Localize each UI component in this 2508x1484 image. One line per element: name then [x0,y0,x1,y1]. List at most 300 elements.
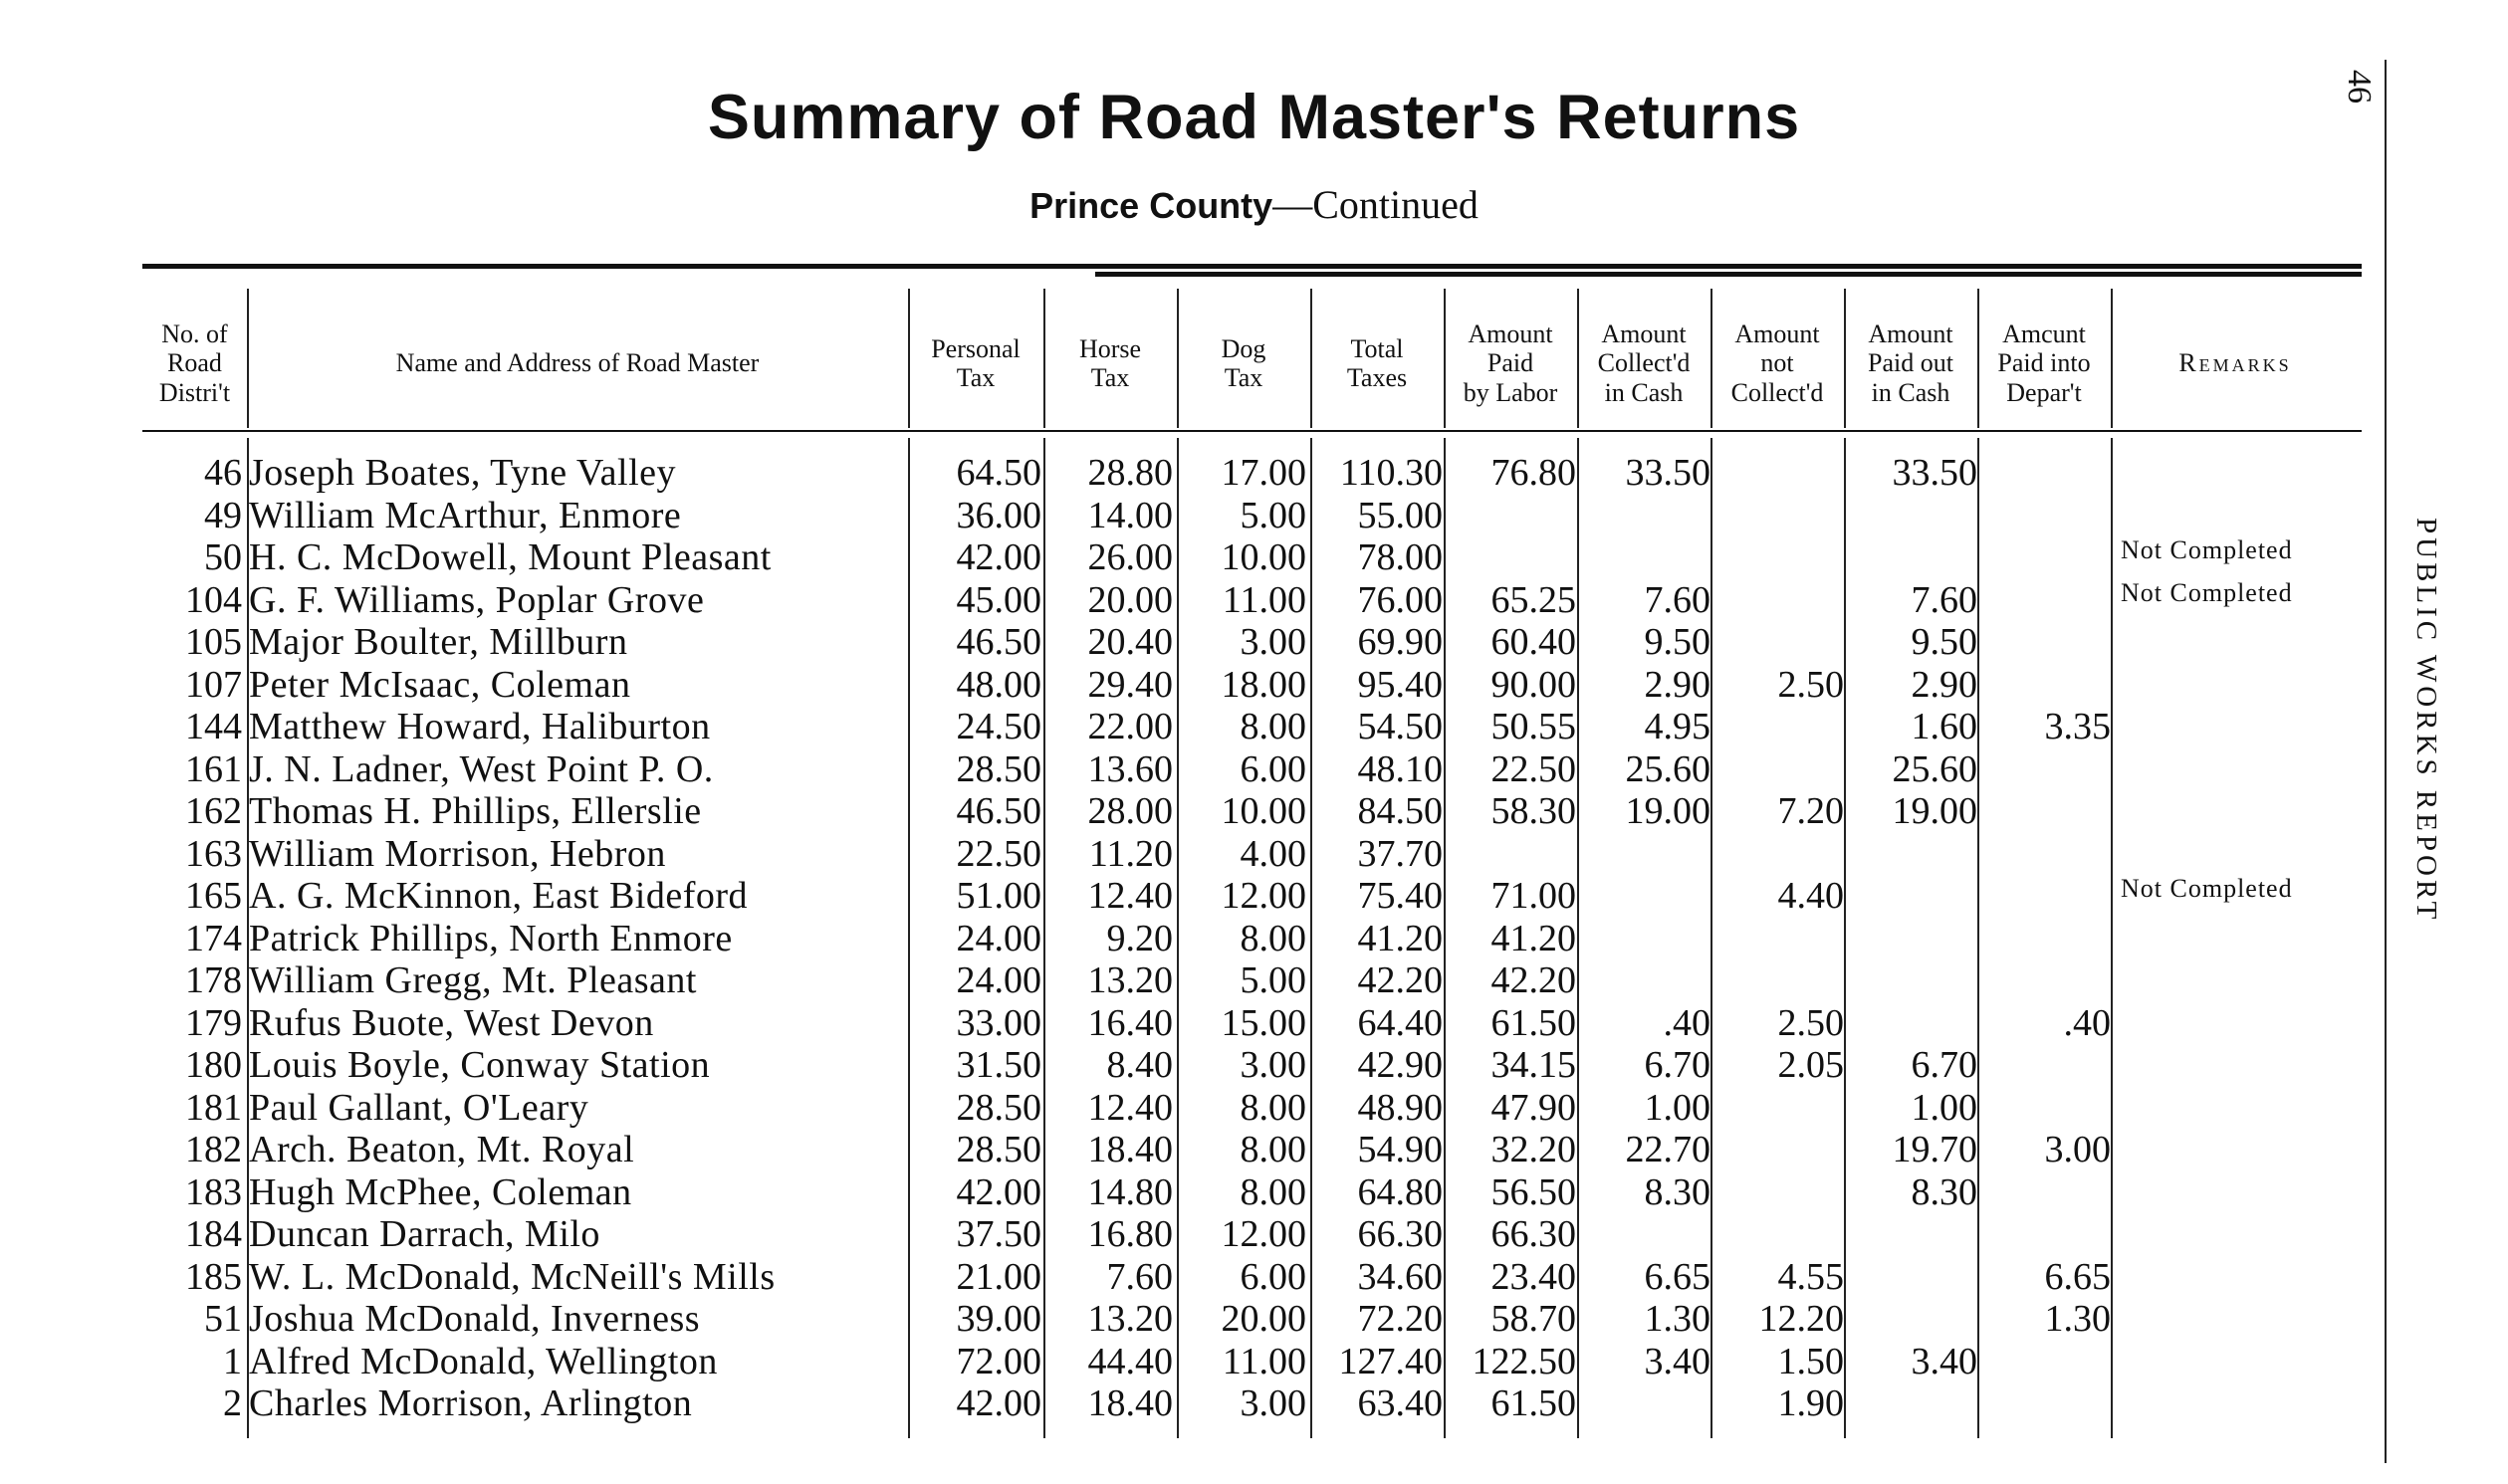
cell-paid-out: 8.30 [1911,1171,1977,1213]
cell-total: 42.20 [1357,959,1443,1001]
column-header-total: Total Taxes [1346,333,1408,392]
cell-remarks [2121,1248,2360,1291]
cell-horse: 28.00 [1087,790,1173,832]
cell-personal: 24.00 [956,918,1041,959]
cell-dog: 5.00 [1240,959,1306,1001]
cell-remarks [2121,1205,2360,1248]
column-header-paid-depart: Amcunt Paid into Depar't [1997,318,2091,407]
cell-total: 95.40 [1357,664,1443,706]
cell-district: 178 [185,959,242,1001]
cell-labor [1447,536,1576,579]
cell-paid-out: 1.00 [1911,1087,1977,1129]
header-column-divider [1844,289,1846,428]
cell-remarks [2121,782,2360,825]
cell-dog: 12.00 [1221,1213,1306,1255]
cell-paid-out [1848,495,1977,537]
cell-dog: 8.00 [1240,918,1306,959]
page-number: 46 [2341,70,2378,104]
header-column-divider [1977,289,1979,428]
cell-personal: 33.00 [956,1002,1041,1044]
cell-name: Matthew Howard, Haliburton [249,706,711,747]
cell-district: 180 [185,1044,242,1086]
cell-remarks: Not Completed [2121,535,2293,564]
cell-total: 48.90 [1357,1087,1443,1129]
cell-labor: 60.40 [1490,621,1576,663]
cell-collected [1581,1382,1710,1425]
cell-not-collected [1714,536,1844,579]
cell-name: William McArthur, Enmore [249,495,682,536]
cell-personal: 24.50 [956,706,1041,747]
cell-horse: 12.40 [1087,875,1173,917]
cell-paid-depart [1981,1382,2111,1425]
cell-horse: 18.40 [1087,1129,1173,1170]
cell-horse: 11.20 [1088,833,1173,875]
cell-collected [1581,833,1710,876]
cell-total: 64.40 [1357,1002,1443,1044]
cell-personal: 28.50 [956,1129,1041,1170]
cell-paid-depart [1981,790,2111,833]
header-rule-bottom [142,430,2362,432]
table-row [0,1256,2360,1299]
cell-horse: 16.40 [1087,1002,1173,1044]
cell-name: A. G. McKinnon, East Bideford [249,875,749,917]
cell-paid-out [1848,1382,1977,1425]
cell-horse: 18.40 [1087,1382,1173,1424]
cell-labor: 61.50 [1490,1002,1576,1044]
subtitle-continued: —Continued [1272,182,1479,227]
cell-paid-depart [1981,1044,2111,1087]
cell-paid-out: 25.60 [1892,748,1977,790]
cell-paid-depart [1981,833,2111,876]
cell-collected: 1.30 [1644,1298,1710,1340]
cell-horse: 12.40 [1087,1087,1173,1129]
cell-total: 69.90 [1357,621,1443,663]
cell-paid-depart [1981,1341,2111,1383]
cell-name: Thomas H. Phillips, Ellerslie [249,790,702,832]
cell-collected [1581,495,1710,537]
cell-not-collected: 2.05 [1777,1044,1844,1086]
cell-paid-out: 3.40 [1911,1341,1977,1382]
header-column-divider [1444,289,1446,428]
table-row [0,452,2360,495]
table-row [0,1087,2360,1130]
cell-collected [1581,1213,1710,1256]
cell-total: 84.50 [1357,790,1443,832]
cell-dog: 6.00 [1240,748,1306,790]
cell-collected: .40 [1663,1002,1710,1044]
cell-district: 144 [185,706,242,747]
cell-district: 2 [223,1382,242,1424]
cell-name: Duncan Darrach, Milo [249,1213,600,1255]
cell-personal: 46.50 [956,621,1041,663]
cell-personal: 36.00 [956,495,1041,536]
cell-labor: 22.50 [1490,748,1576,790]
table-row [0,1044,2360,1087]
cell-labor: 122.50 [1472,1341,1576,1382]
table-row [0,790,2360,833]
cell-district: 174 [185,918,242,959]
cell-not-collected [1714,452,1844,495]
cell-labor: 41.20 [1490,918,1576,959]
cell-paid-depart [1981,579,2111,622]
header-column-divider [1043,289,1045,428]
cell-name: Joshua McDonald, Inverness [249,1298,701,1340]
cell-paid-out: 1.60 [1911,706,1977,747]
cell-dog: 3.00 [1240,1382,1306,1424]
cell-paid-depart [1981,918,2111,960]
cell-district: 51 [204,1298,242,1340]
cell-not-collected [1714,706,1844,748]
cell-remarks [2121,613,2360,656]
cell-paid-out [1848,918,1977,960]
cell-labor [1447,495,1576,537]
cell-dog: 4.00 [1240,833,1306,875]
table-row [0,536,2360,579]
cell-paid-depart [1981,875,2111,918]
cell-paid-out: 9.50 [1911,621,1977,663]
cell-name: Charles Morrison, Arlington [249,1382,693,1424]
cell-remarks [2121,1079,2360,1122]
cell-total: 76.00 [1357,579,1443,621]
cell-remarks [2121,910,2360,953]
cell-district: 183 [185,1171,242,1213]
cell-paid-out: 2.90 [1911,664,1977,706]
page-margin-rule [2385,60,2387,1463]
cell-paid-depart [1981,959,2111,1002]
subtitle-county: Prince County [1029,185,1273,226]
table-row [0,621,2360,664]
cell-total: 55.00 [1357,495,1443,536]
cell-paid-out: 7.60 [1911,579,1977,621]
column-header-horse: Horse Tax [1078,333,1142,392]
column-header-not-collected: Amount not Collect'd [1730,318,1824,407]
cell-personal: 39.00 [956,1298,1041,1340]
cell-collected: 2.90 [1644,664,1710,706]
table-row [0,1129,2360,1171]
cell-dog: 8.00 [1240,706,1306,747]
cell-paid-depart [1981,495,2111,537]
cell-collected: 33.50 [1625,452,1710,494]
cell-district: 105 [185,621,242,663]
cell-horse: 20.40 [1087,621,1173,663]
cell-remarks [2121,487,2360,530]
cell-district: 107 [185,664,242,706]
cell-remarks [2121,444,2360,487]
cell-labor: 42.20 [1490,959,1576,1001]
page-subtitle [0,181,2508,228]
cell-personal: 31.50 [956,1044,1041,1086]
cell-horse: 14.80 [1087,1171,1173,1213]
table-row [0,875,2360,918]
cell-personal: 51.00 [956,875,1041,917]
cell-collected [1581,959,1710,1002]
cell-horse: 14.00 [1087,495,1173,536]
cell-not-collected [1714,1213,1844,1256]
cell-labor: 58.30 [1490,790,1576,832]
cell-personal: 21.00 [956,1256,1041,1298]
cell-name: Louis Boyle, Conway Station [249,1044,711,1086]
cell-personal: 28.50 [956,1087,1041,1129]
cell-labor: 71.00 [1490,875,1576,917]
cell-district: 165 [185,875,242,917]
cell-paid-depart [1981,452,2111,495]
cell-district: 184 [185,1213,242,1255]
cell-paid-depart [1981,1171,2111,1214]
cell-labor [1447,833,1576,876]
cell-not-collected [1714,748,1844,791]
cell-not-collected: 2.50 [1777,664,1844,706]
cell-not-collected [1714,1171,1844,1214]
table-row [0,495,2360,537]
cell-labor: 76.80 [1490,452,1576,494]
header-column-divider [1177,289,1179,428]
cell-not-collected: 7.20 [1777,790,1844,832]
cell-paid-depart: 1.30 [2044,1298,2111,1340]
cell-horse: 20.00 [1087,579,1173,621]
table-row [0,833,2360,876]
header-rule-top-second [1095,272,2362,277]
cell-personal: 46.50 [956,790,1041,832]
cell-name: Rufus Buote, West Devon [249,1002,654,1044]
cell-paid-depart [1981,1087,2111,1130]
cell-collected: 1.00 [1644,1087,1710,1129]
cell-collected: 6.70 [1644,1044,1710,1086]
cell-not-collected: 1.50 [1777,1341,1844,1382]
table-row [0,748,2360,791]
cell-paid-depart [1981,664,2111,707]
cell-total: 37.70 [1357,833,1443,875]
header-column-divider [247,289,249,428]
table-row [0,1002,2360,1045]
table-row [0,664,2360,707]
cell-not-collected [1714,495,1844,537]
cell-remarks [2121,994,2360,1037]
cell-dog: 3.00 [1240,621,1306,663]
table-row [0,1341,2360,1383]
cell-paid-out [1848,1213,1977,1256]
cell-district: 181 [185,1087,242,1129]
cell-not-collected [1714,621,1844,664]
table-row [0,918,2360,960]
cell-horse: 13.60 [1087,748,1173,790]
cell-district: 185 [185,1256,242,1298]
cell-paid-out: 19.70 [1892,1129,1977,1170]
cell-paid-out [1848,1298,1977,1341]
cell-paid-out [1848,959,1977,1002]
cell-name: Arch. Beaton, Mt. Royal [249,1129,635,1170]
table-row [0,1171,2360,1214]
cell-not-collected: 1.90 [1777,1382,1844,1424]
cell-paid-depart: 3.00 [2044,1129,2111,1170]
header-column-divider [1310,289,1312,428]
cell-total: 48.10 [1357,748,1443,790]
cell-labor: 23.40 [1490,1256,1576,1298]
table-row [0,1213,2360,1256]
cell-remarks: Not Completed [2121,874,2293,903]
cell-name: Major Boulter, Millburn [249,621,628,663]
cell-paid-out [1848,1256,1977,1299]
table-row [0,1298,2360,1341]
cell-remarks [2121,1290,2360,1333]
cell-collected: 19.00 [1625,790,1710,832]
column-header-dog: Dog Tax [1221,333,1266,392]
header-column-divider [1577,289,1579,428]
cell-dog: 8.00 [1240,1129,1306,1170]
cell-labor: 66.30 [1490,1213,1576,1255]
column-header-name: Name and Address of Road Master [395,348,760,378]
cell-remarks [2121,1036,2360,1079]
cell-total: 72.20 [1357,1298,1443,1340]
cell-total: 78.00 [1357,536,1443,578]
cell-personal: 28.50 [956,748,1041,790]
cell-dog: 3.00 [1240,1044,1306,1086]
cell-total: 41.20 [1357,918,1443,959]
cell-name: Hugh McPhee, Coleman [249,1171,632,1213]
cell-personal: 24.00 [956,959,1041,1001]
cell-labor: 32.20 [1490,1129,1576,1170]
cell-labor: 90.00 [1490,664,1576,706]
cell-not-collected: 12.20 [1758,1298,1844,1340]
cell-collected: 8.30 [1644,1171,1710,1213]
cell-district: 163 [185,833,242,875]
cell-name: H. C. McDowell, Mount Pleasant [249,536,772,578]
cell-district: 182 [185,1129,242,1170]
cell-district: 104 [185,579,242,621]
cell-personal: 42.00 [956,1171,1041,1213]
cell-total: 42.90 [1357,1044,1443,1086]
cell-dog: 20.00 [1221,1298,1306,1340]
cell-horse: 29.40 [1087,664,1173,706]
header-column-divider [2111,289,2113,428]
cell-paid-out: 19.00 [1892,790,1977,832]
cell-remarks: Not Completed [2121,578,2293,607]
cell-personal: 72.00 [956,1341,1041,1382]
cell-remarks [2121,825,2360,868]
cell-paid-out: 6.70 [1911,1044,1977,1086]
cell-total: 127.40 [1338,1341,1443,1382]
cell-paid-depart [1981,1213,2111,1256]
cell-horse: 44.40 [1087,1341,1173,1382]
cell-not-collected [1714,579,1844,622]
cell-total: 75.40 [1357,875,1443,917]
cell-remarks [2121,1121,2360,1164]
cell-not-collected [1714,833,1844,876]
cell-personal: 22.50 [956,833,1041,875]
cell-remarks [2121,1375,2360,1417]
cell-dog: 5.00 [1240,495,1306,536]
cell-name: Alfred McDonald, Wellington [249,1341,718,1382]
cell-name: W. L. McDonald, McNeill's Mills [249,1256,776,1298]
cell-name: G. F. Williams, Poplar Grove [249,579,705,621]
cell-labor: 61.50 [1490,1382,1576,1424]
cell-horse: 8.40 [1106,1044,1173,1086]
cell-paid-out [1848,1002,1977,1045]
cell-not-collected [1714,1087,1844,1130]
header-column-divider [908,289,910,428]
cell-district: 179 [185,1002,242,1044]
cell-horse: 13.20 [1087,959,1173,1001]
cell-name: J. N. Ladner, West Point P. O. [249,748,714,790]
cell-horse: 22.00 [1087,706,1173,747]
cell-paid-out [1848,833,1977,876]
column-header-collected: Amount Collect'd in Cash [1597,318,1691,407]
cell-paid-depart: .40 [2063,1002,2111,1044]
table-row [0,1382,2360,1425]
column-header-personal: Personal Tax [931,333,1021,392]
cell-total: 64.80 [1357,1171,1443,1213]
cell-labor: 34.15 [1490,1044,1576,1086]
cell-horse: 7.60 [1106,1256,1173,1298]
cell-not-collected: 2.50 [1777,1002,1844,1044]
cell-total: 110.30 [1339,452,1443,494]
cell-name: Patrick Phillips, North Enmore [249,918,733,959]
cell-remarks [2121,656,2360,699]
cell-paid-depart [1981,621,2111,664]
cell-not-collected [1714,1129,1844,1171]
cell-total: 34.60 [1357,1256,1443,1298]
cell-name: Joseph Boates, Tyne Valley [249,452,676,494]
cell-collected: 25.60 [1625,748,1710,790]
cell-not-collected: 4.55 [1777,1256,1844,1298]
table-row [0,959,2360,1002]
header-column-divider [1710,289,1712,428]
cell-total: 63.40 [1357,1382,1443,1424]
cell-personal: 37.50 [956,1213,1041,1255]
cell-name: Paul Gallant, O'Leary [249,1087,589,1129]
column-header-labor: Amount Paid by Labor [1463,318,1558,407]
column-header-district: No. of Road Distri't [158,318,231,407]
column-header-paid-out: Amount Paid out in Cash [1868,318,1953,407]
cell-personal: 48.00 [956,664,1041,706]
cell-district: 1 [223,1341,242,1382]
cell-remarks [2121,1164,2360,1206]
cell-personal: 64.50 [956,452,1041,494]
cell-horse: 16.80 [1087,1213,1173,1255]
cell-paid-depart: 6.65 [2044,1256,2111,1298]
cell-dog: 10.00 [1221,790,1306,832]
cell-name: William Morrison, Hebron [249,833,666,875]
page-title: Summary of Road Master's Returns [707,83,1801,152]
cell-dog: 6.00 [1240,1256,1306,1298]
cell-district: 161 [185,748,242,790]
cell-paid-depart [1981,748,2111,791]
cell-dog: 17.00 [1221,452,1306,494]
cell-labor: 50.55 [1490,706,1576,747]
cell-dog: 11.00 [1222,579,1306,621]
cell-dog: 8.00 [1240,1171,1306,1213]
cell-paid-out [1848,875,1977,918]
cell-not-collected [1714,918,1844,960]
cell-collected: 22.70 [1625,1129,1710,1170]
cell-dog: 8.00 [1240,1087,1306,1129]
header-rule-top [142,264,2362,269]
cell-horse: 26.00 [1087,536,1173,578]
cell-dog: 18.00 [1221,664,1306,706]
table-row [0,579,2360,622]
cell-total: 66.30 [1357,1213,1443,1255]
cell-collected: 4.95 [1644,706,1710,747]
cell-dog: 15.00 [1221,1002,1306,1044]
cell-remarks [2121,1333,2360,1376]
cell-horse: 13.20 [1087,1298,1173,1340]
cell-not-collected [1714,959,1844,1002]
cell-district: 46 [204,452,242,494]
cell-horse: 9.20 [1106,918,1173,959]
cell-labor: 65.25 [1490,579,1576,621]
cell-collected: 6.65 [1644,1256,1710,1298]
cell-collected [1581,536,1710,579]
cell-collected: 7.60 [1644,579,1710,621]
